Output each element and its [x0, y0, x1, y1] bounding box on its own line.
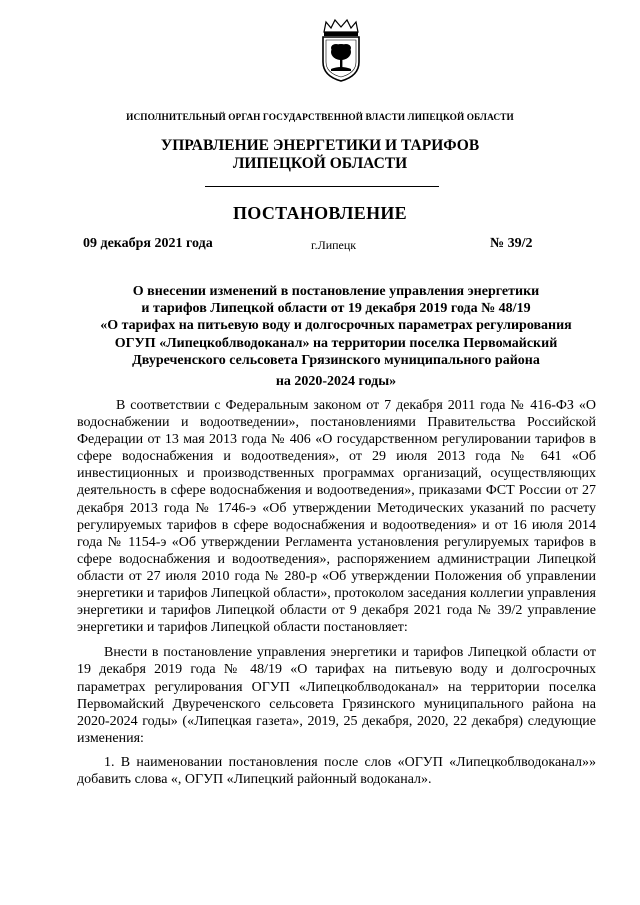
title-line: Двуреченского сельсовета Грязинского муниципального района — [132, 352, 540, 368]
department-line-2: ЛИПЕЦКОЙ ОБЛАСТИ — [232, 154, 408, 172]
lipetsk-coat-of-arms-icon — [318, 18, 364, 82]
title-line: «О тарифах на питьевую воду и долгосрочных параметрах регулирования — [100, 318, 572, 334]
preamble-paragraph: В соответствии с Федеральным законом от 7 декабря 2011 года № 416-ФЗ «О водоснабжении и водоотведении», постановлениями Правительства Российской Федерации от 13 мая 2013 года № 406 «О государственном регулировании тарифов в сфере водоснабжения и водоотведения», от 29 июля 2013 года № 641 «Об инвестиционных и производственных программах организаций, осуществляющих деятельность в сфере водоснабжения и водоотведения», приказами ФСТ России от 27 декабря 2013 года № 1746-э «Об утверждении Методических указаний по расчету регулируемых тарифов в сфере водоснабжения и водоотведения» и от 16 июля 2014 года № 1154-э «Об утверждении Регламента установления регулируемых тарифов в сфере водоснабжения и водоотведения», распоряжением администрации Липецкой области от 27 июля 2010 года № 280-р «Об утверждении Положения об управлении энергетики и тарифов Липецкой области», протоколом заседания коллегии управления энергетики и тарифов Липецкой области от 9 декабря 2021 года № 39/2 управление энергетики и тарифов Липецкой области постановляет: — [77, 398, 596, 636]
title-line: ОГУП «Липецкоблводоканал» на территории поселка Первомайский — [114, 335, 558, 351]
document-number: № 39/2 — [490, 236, 533, 251]
document-type: ПОСТАНОВЛЕНИЕ — [233, 203, 407, 223]
title-line: О внесении изменений в постановление управления энергетики — [132, 284, 540, 299]
title-line: на 2020-2024 годы» — [275, 374, 397, 390]
department-name — [0, 137, 640, 172]
authority-line: ИСПОЛНИТЕЛЬНЫЙ ОРГАН ГОСУДАРСТВЕННОЙ ВЛАСТИ ЛИПЕЦКОЙ ОБЛАСТИ — [126, 113, 514, 123]
header-divider — [205, 186, 439, 187]
document-city: г.Липецк — [311, 238, 357, 252]
title-line: и тарифов Липецкой области от 19 декабря 2019 года № 48/19 — [141, 301, 531, 317]
document-title — [74, 283, 598, 390]
amendment-item-1: 1. В наименовании постановления после слов «ОГУП «Липецкоблводоканал»» добавить слова «, ОГУП «Липецкий районный водоканал». — [77, 754, 596, 787]
document-body — [77, 397, 596, 788]
resolution-paragraph: Внести в постановление управления энергетики и тарифов Липецкой области от 19 декабря 2019 года № 48/19 «О тарифах на питьевую воду и долгосрочных параметрах регулирования ОГУП «Липецкоблводоканал» на территории поселка Первомайский Двуреченского сельсовета Грязинского муниципального района на 2020-2024 годы» («Липецкая газета», 2019, 25 декабря, 2020, 22 декабря) следующие изменения: — [77, 645, 596, 746]
document-date: 09 декабря 2021 года — [83, 236, 213, 251]
department-line-1: УПРАВЛЕНИЕ ЭНЕРГЕТИКИ И ТАРИФОВ — [160, 137, 480, 154]
